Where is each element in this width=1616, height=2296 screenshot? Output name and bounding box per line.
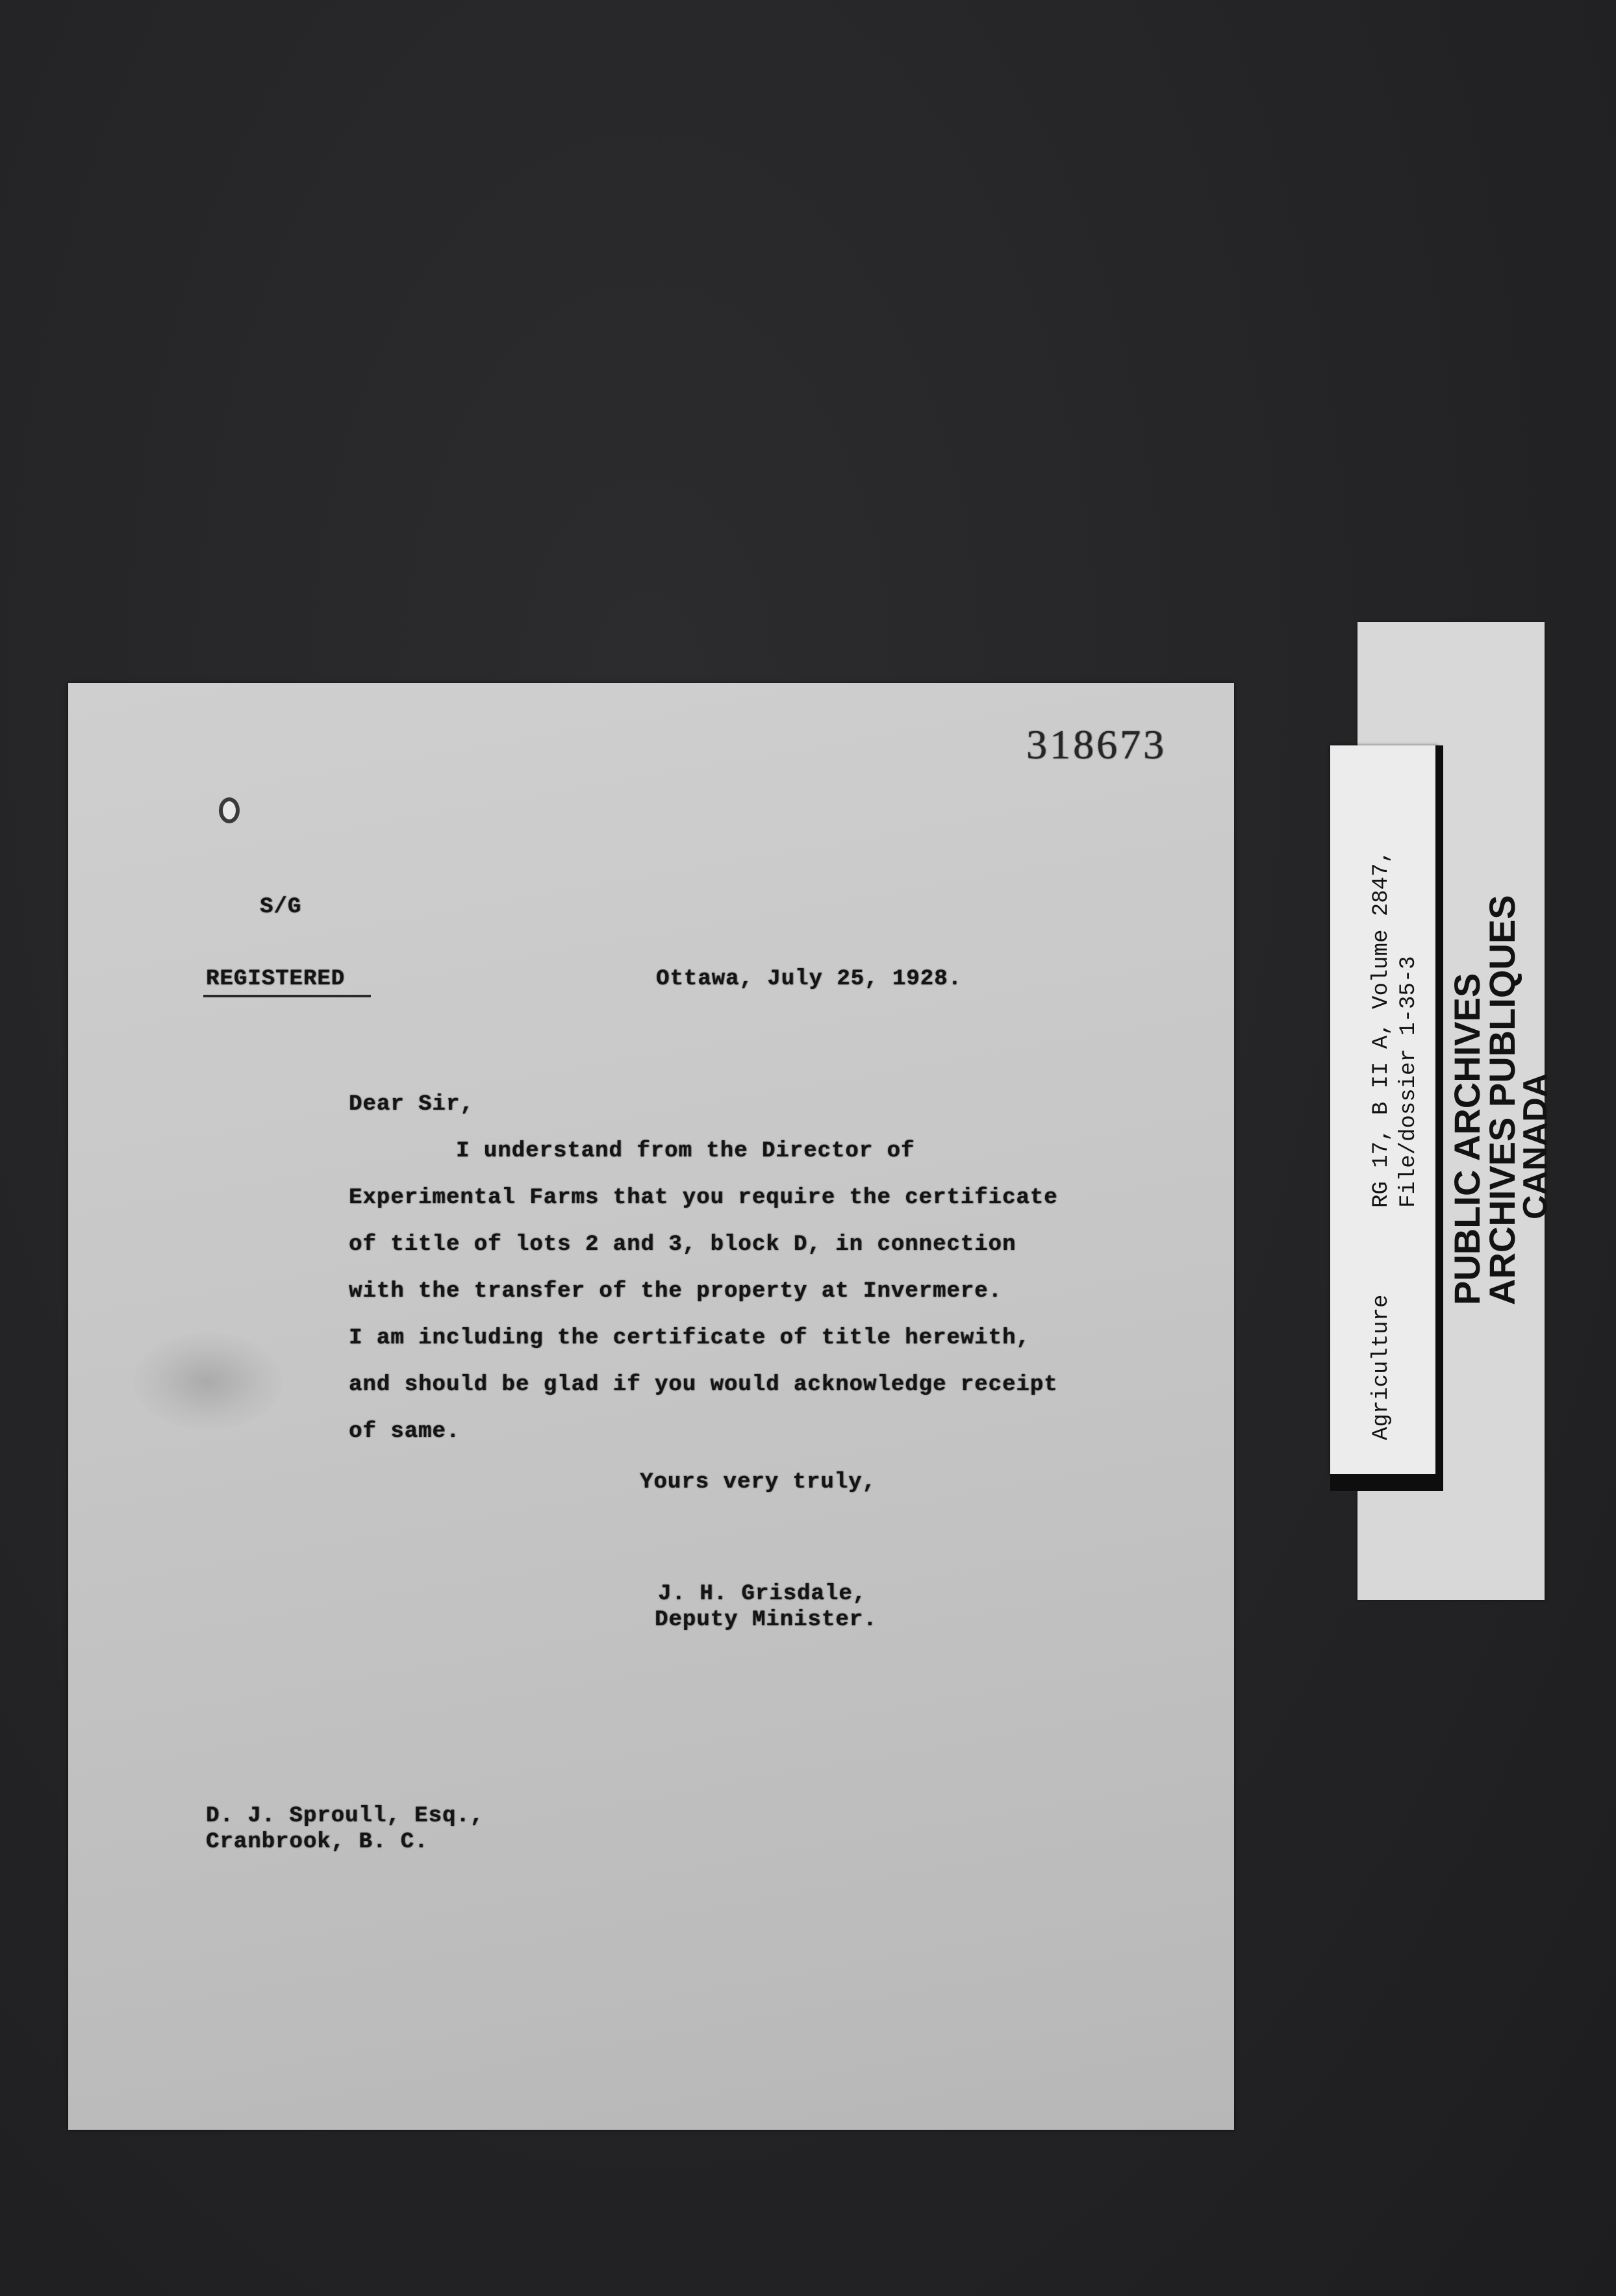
institution-country: CANADA: [1517, 1073, 1554, 1219]
body-line-3: of title of lots 2 and 3, block D, in connection: [349, 1232, 1016, 1257]
slip-shadow-bottom: [1330, 1474, 1443, 1491]
recipient-name: D. J. Sproull, Esq.,: [206, 1804, 485, 1828]
body-line-2: Experimental Farms that you require the certificate: [349, 1186, 1058, 1210]
signer-title: Deputy Minister.: [655, 1608, 877, 1632]
archive-reference-line-2: File/dossier 1-35-3: [1396, 956, 1421, 1208]
archive-fonds-label: Agriculture: [1369, 1294, 1394, 1440]
body-line-7: of same.: [349, 1419, 461, 1444]
body-line-1: I understand from the Director of: [456, 1139, 915, 1164]
file-number-stamp: 318673: [1026, 721, 1167, 767]
ink-smudge: [133, 1332, 283, 1430]
letter-page: [68, 683, 1234, 2130]
recipient-place: Cranbrook, B. C.: [206, 1830, 429, 1854]
institution-name-english: PUBLIC ARCHIVES: [1446, 973, 1487, 1305]
body-line-4: with the transfer of the property at Invermere.: [349, 1279, 1002, 1304]
reference-initials: S/G: [260, 895, 302, 919]
body-line-5: I am including the certificate of title herewith,: [349, 1326, 1030, 1351]
registered-label: REGISTERED: [206, 967, 346, 992]
letter-date: Ottawa, July 25, 1928.: [656, 967, 962, 992]
institution-name-french: ARCHIVES PUBLIQUES: [1482, 895, 1522, 1305]
registered-underline: [203, 995, 371, 997]
salutation: Dear Sir,: [349, 1092, 474, 1117]
signer-name: J. H. Grisdale,: [658, 1582, 867, 1606]
closing: Yours very truly,: [640, 1470, 876, 1495]
body-line-6: and should be glad if you would acknowledge receipt: [349, 1373, 1058, 1397]
slip-shadow: [1435, 745, 1443, 1491]
archive-reference-line-1: RG 17, B II A, Volume 2847,: [1369, 850, 1394, 1208]
punch-hole-mark: [219, 797, 240, 823]
